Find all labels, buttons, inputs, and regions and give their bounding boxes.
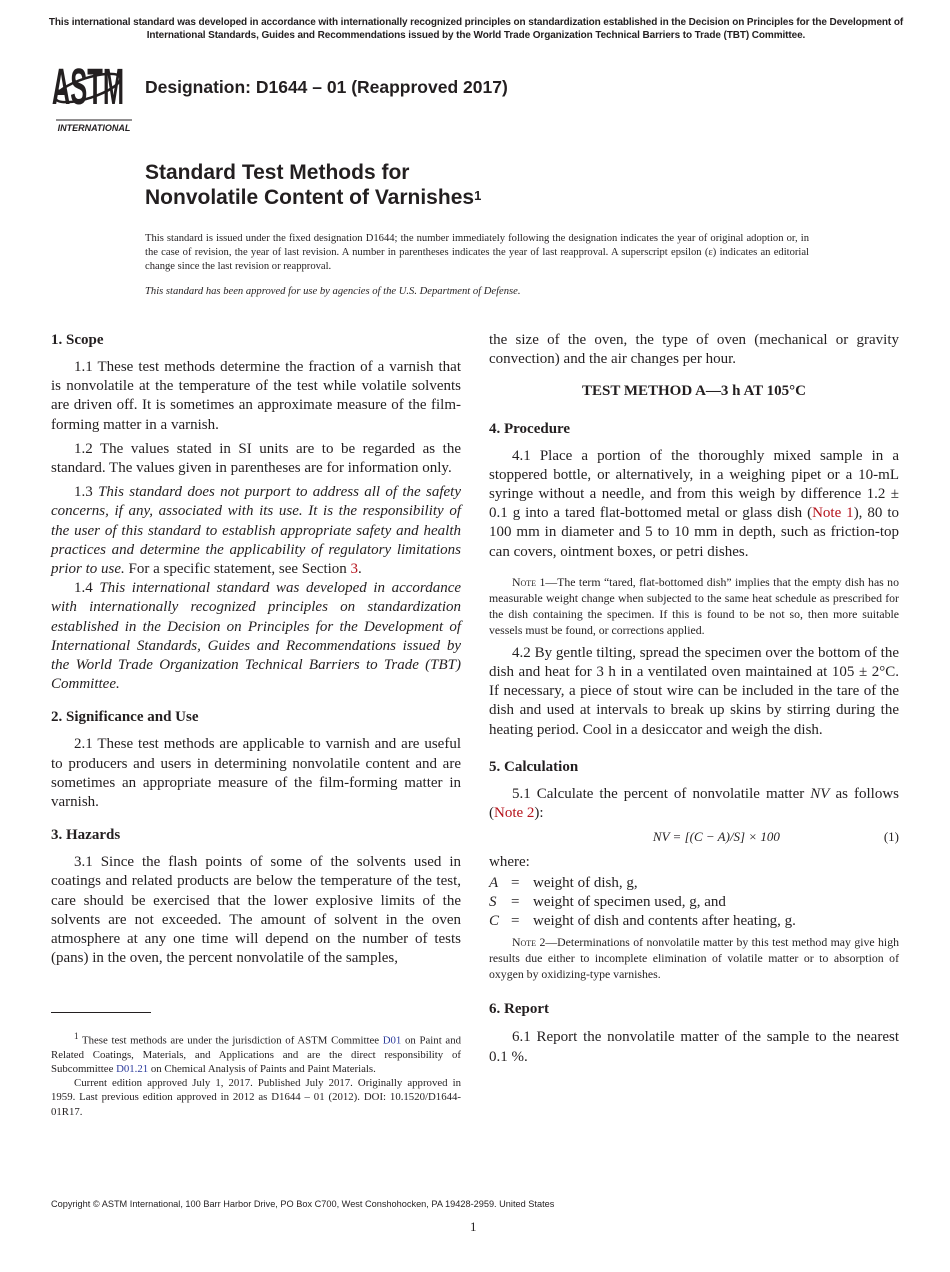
heading-hazards: 3. Hazards — [51, 827, 121, 844]
para-4-1: 4.1 Place a portion of the thoroughly mixed sample in a stoppered bottle, or alternatively, in a weighing pipet or a 10-mL syringe without a needle, and from this weigh by difference 1.2 ± 0.1 g into a tared flat-bottomed metal or glass dish (Note 1), 80 to 100 mm in diameter and 5 to 10 mm in depth, such as friction-top can covers, ointment boxes, or petri dishes. — [489, 447, 899, 560]
section-3-link[interactable]: 3 — [350, 561, 359, 578]
where-label: where: — [489, 854, 530, 871]
page-title — [145, 160, 481, 210]
heading-report: 6. Report — [489, 1001, 549, 1018]
svg-text:INTERNATIONAL: INTERNATIONAL — [57, 123, 131, 133]
intro-paragraph: This standard is issued under the fixed designation D1644; the number immediately following the designation indicates the year of original adoption or, in the case of revision, the year of last revision. A number in parentheses indicates the year of last reapproval. A superscript epsilon (ε) indicates an editorial change since the last revision or reapproval. — [145, 233, 809, 273]
note-1-link[interactable]: Note 1 — [812, 505, 854, 522]
footnotes — [51, 1029, 461, 1119]
definition-c: C = weight of dish and contents after heating, g. — [489, 913, 796, 930]
footnote-1: $^1$ These test methods are under the jurisdiction of ASTM Committee D01 on Paint and Related Coatings, Materials, and Applications and are the direct responsibility of Subcommittee D01.21 on Chemical Analysis of Paints and Paint Materials. — [51, 1031, 461, 1075]
para-2-1: 2.1 These test methods are applicable to varnish and are useful to producers and users in determining nonvolatile content and are sometimes an appropriate measure of the film-forming matter in varnish. — [51, 736, 461, 811]
para-3-1-continued: the size of the oven, the type of oven (mechanical or gravity convection) and the air changes per hour. — [489, 332, 899, 368]
footnote-edition: Current edition approved July 1, 2017. Published July 2017. Originally approved in 1959. Last previous edition approved in 2012 as D1644 – 01 (2012). DOI: 10.1520/D1644-01R17. — [51, 1077, 461, 1118]
footnote-divider — [51, 1012, 151, 1013]
heading-procedure: 4. Procedure — [489, 420, 571, 437]
svg-text:ASTM: ASTM — [52, 58, 125, 116]
para-1-1: 1.1 These test methods determine the fraction of a varnish that is nonvolatile at the temperature of the test while volatile solvents are driven off. It is sometimes an approximate measure of the film-forming matter in a varnish. — [51, 359, 461, 433]
title-line-1: Standard Test Methods for — [145, 161, 410, 184]
para-5-1: 5.1 Calculate the percent of nonvolatile matter NV as follows (Note 2): — [489, 785, 899, 822]
dod-approval: This standard has been approved for use by agencies of the U.S. Department of Defense. — [145, 286, 521, 297]
note-1: Note 1—The term “tared, flat-bottomed dish” implies that the empty dish has no measurable weight change when subjected to the same heat schedule as prescribed for the dish containing the specimen. If this is found to be not so, then more suitable vessels must be found, or corrections applied. — [489, 574, 899, 637]
heading-calculation: 5. Calculation — [489, 758, 579, 775]
page-number: 1 — [470, 1219, 477, 1234]
equation-text: NV = [(C − A)/S] × 100 — [652, 828, 780, 844]
definition-a: A = weight of dish, g, — [489, 875, 638, 892]
definition-s: S = weight of specimen used, g, and — [489, 894, 726, 911]
standards-banner: This international standard was developed in accordance with internationally recognized principles on standardization established in the Decision on Principles for the Development of International Standards, Guides and Recommendations issued by the World Trade Organization Technical Barriers to Trade (TBT) Committee. — [48, 17, 904, 41]
para-1-2: 1.2 The values stated in SI units are to be regarded as the standard. The values given in parentheses are for information only. — [51, 440, 461, 477]
equation-1 — [489, 825, 899, 847]
variable-definitions — [489, 874, 899, 931]
right-column — [489, 331, 899, 1067]
para-1-4: 1.4 This international standard was developed in accordance with internationally recognized principles on standardization established in the Decision on Principles for the Development of International Standards, Guides and Recommendations issued by the World Trade Organization Technical Barriers to Trade (TBT) Committee. — [51, 580, 462, 693]
committee-d01-link[interactable]: D01 — [382, 1034, 402, 1047]
subcommittee-d01-21-link[interactable]: D01.21 — [116, 1063, 149, 1075]
note-2: Note 2—Determinations of nonvolatile matter by this test method may give high results due either to incomplete elimination of volatile matter or to absorption of oxygen by oxidizing-type varnishes. — [489, 935, 899, 982]
method-a-heading: TEST METHOD A—3 h AT 105°C — [582, 383, 806, 400]
title-footnote-mark[interactable]: 1 — [474, 188, 482, 203]
copyright: Copyright © ASTM International, 100 Barr Harbor Drive, PO Box C700, West Conshohocken, PA 19428-2959. United States — [51, 1199, 555, 1209]
para-3-1: 3.1 Since the flash points of some of the solvents used in coatings and related products are below the temperature of the test, care should be exercised that the lower explosive limits of the solvents are not exceeded. The amount of solvent in the oven atmosphere at any one time will depend on the number of tests (pans) in the oven, the percent nonvolatile of the samples, — [51, 854, 461, 967]
designation: Designation: D1644 – 01 (Reapproved 2017) — [145, 77, 508, 97]
heading-significance: 2. Significance and Use — [51, 709, 199, 726]
para-6-1: 6.1 Report the nonvolatile matter of the sample to the nearest 0.1 %. — [489, 1029, 899, 1065]
note-2-link[interactable]: Note 2 — [494, 805, 535, 822]
para-1-3: 1.3 This standard does not purport to address all of the safety concerns, if any, associated with its use. It is the responsibility of the user of this standard to establish appropriate safety and health practices and determine the applicability of regulatory limitations prior to use. For a specific statement, see Section 3. — [51, 484, 462, 578]
para-4-2: 4.2 By gentle tilting, spread the specimen over the bottom of the dish and heat for 3 h in a ventilated oven maintained at 105 ± 2°C. If necessary, a piece of stout wire can be included in the tare of the dish and used at intervals to break up skins by stirring during the heating period. Cool in a desiccator and weigh the dish. — [489, 644, 899, 738]
left-column — [51, 331, 461, 968]
title-line-2: Nonvolatile Content of Varnishes — [145, 186, 475, 209]
equation-number: (1) — [883, 828, 899, 844]
heading-scope: 1. Scope — [51, 332, 104, 348]
astm-logo-icon — [52, 56, 134, 136]
